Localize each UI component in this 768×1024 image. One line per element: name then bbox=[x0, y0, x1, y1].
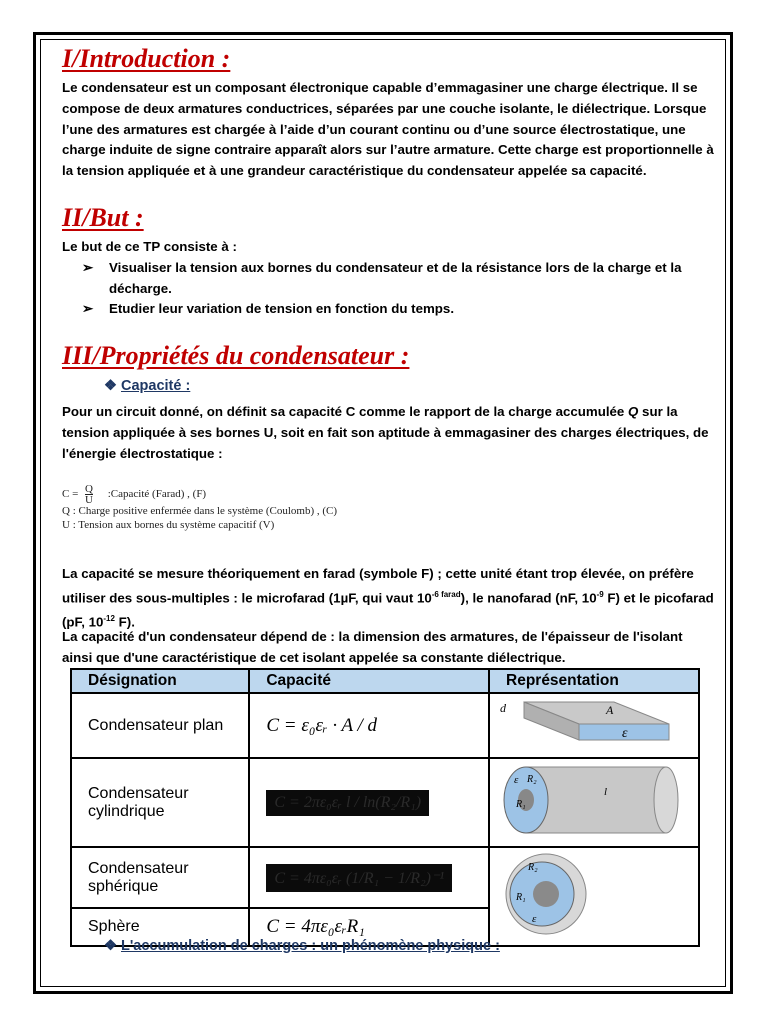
diamond-bullet-icon: ❖ bbox=[104, 938, 117, 954]
formula-u-line: U : Tension aux bornes du système capacitif (V) bbox=[62, 519, 275, 531]
table-header-row bbox=[71, 669, 699, 693]
arrow-bullet-icon: ➢ bbox=[82, 301, 94, 316]
table-row bbox=[71, 847, 699, 908]
svg-text:R₁: R₁ bbox=[516, 799, 526, 810]
row-formula: C = 2πε₀εᵣ l / ln(R₂/R₁) bbox=[249, 758, 489, 847]
label-eps: ε bbox=[622, 726, 628, 741]
dependence-paragraph: La capacité d'un condensateur dépend de : la dimension des armatures, de l'épaisseur de l'isolant ainsi que d'une caractéristique de cet isolant appelée sa constante diélectrique. bbox=[62, 629, 683, 665]
capacite-paragraph: Pour un circuit donné, on définit sa capacité C comme le rapport de la charge accumulée Q sur la tension appliquée à ses bornes U, soit en fait son aptitude à emmagasiner des charges électriques, de l'énergie électrostatique : bbox=[62, 404, 709, 461]
spherical-capacitor-illustration bbox=[489, 847, 699, 946]
capacite-subheading: ❖ Capacité : bbox=[104, 378, 191, 394]
section-1-title: I/Introduction : bbox=[62, 44, 231, 73]
svg-text:l: l bbox=[604, 786, 608, 798]
header-representation: Représentation bbox=[489, 669, 699, 693]
formula-q-line: Q : Charge positive enfermée dans le système (Coulomb) , (C) bbox=[62, 505, 338, 517]
diamond-bullet-icon: ❖ bbox=[104, 378, 117, 394]
section-2-title: II/But : bbox=[62, 203, 144, 232]
arrow-bullet-icon: ➢ bbox=[82, 260, 94, 275]
capacity-formula: C = $\frac{Q}{U}$ :Capacité (Farad) , (F) Q : Charge positive enfermée dans le système (Coulomb) , (C) U : Tension aux bornes du système capacitif (V) bbox=[62, 483, 338, 531]
header-designation: Désignation bbox=[71, 669, 249, 693]
svg-text:ε: ε bbox=[514, 774, 519, 786]
row-name: Sphère bbox=[71, 908, 249, 946]
svg-text:R₂: R₂ bbox=[527, 774, 537, 785]
svg-text:R₂: R₂ bbox=[528, 862, 538, 873]
header-capacite: Capacité bbox=[249, 669, 489, 693]
table-row bbox=[71, 693, 699, 758]
accumulation-subheading: ❖ L'accumulation de charges : un phénomène physique : bbox=[104, 938, 500, 954]
unit-paragraph: La capacité se mesure théoriquement en farad (symbole F) ; cette unité étant trop élevée, on préfère utiliser des sous-multiples : le microfarad (1µF, qui vaut $10^{-6 farad}$), le nanofarad (nF, $10^{-9}$ F) et le picofarad (pF, $10^{-12}$ F). bbox=[62, 566, 714, 630]
plan-capacitor-illustration bbox=[489, 693, 699, 758]
but-intro: Le but de ce TP consiste à : bbox=[62, 239, 237, 254]
svg-text:ε: ε bbox=[532, 913, 537, 925]
row-formula: C = ε₀εᵣ · A / d bbox=[249, 693, 489, 758]
row-formula: C = 4πε₀εᵣR₁ bbox=[249, 908, 489, 946]
label-a: A bbox=[606, 703, 614, 717]
row-name: Condensateur cylindrique bbox=[71, 758, 249, 847]
intro-paragraph: Le condensateur est un composant électronique capable d’emmagasiner une charge électrique. Il se compose de deux armatures conductrices, séparées par une couche isolante, le diélectrique. Lorsque l’une des armatures est chargée à l’aide d’un courant continu ou d’une source électrostatique, une charge induite de signe contraire apparaît alors sur l’autre armature. Cette charge est proportionnelle à la tension appliquée et à une grandeur caractéristique du condensateur appelée sa capacité. bbox=[62, 80, 714, 179]
row-name: Condensateur sphérique bbox=[71, 847, 249, 908]
svg-text:R₁: R₁ bbox=[516, 892, 526, 903]
table-row bbox=[71, 758, 699, 847]
capacitor-table bbox=[70, 668, 700, 947]
row-name: Condensateur plan bbox=[71, 693, 249, 758]
but-bullet-2-text: Etudier leur variation de tension en fonction du temps. bbox=[109, 301, 455, 316]
cylindrical-capacitor-illustration bbox=[489, 758, 699, 847]
row-formula: C = 4πε₀εᵣ (1/R₁ − 1/R₂)⁻¹ bbox=[249, 847, 489, 908]
label-d: d bbox=[500, 701, 506, 715]
but-bullet-1-text: Visualiser la tension aux bornes du condensateur et de la résistance lors de la charge et la décharge. bbox=[109, 260, 682, 296]
section-3-title: III/Propriétés du condensateur : bbox=[62, 341, 410, 370]
